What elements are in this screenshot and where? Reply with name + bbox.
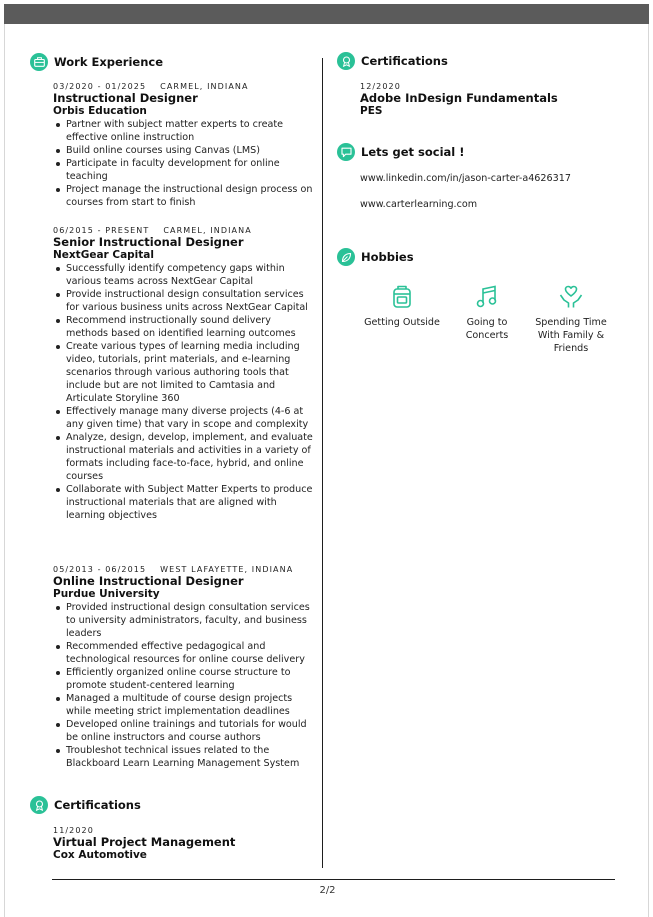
linkedin-link[interactable]: www.linkedin.com/in/jason-carter-a4626317: [360, 173, 571, 184]
award-icon: [337, 52, 355, 70]
section-title: Certifications: [54, 798, 141, 812]
certifications-header: [30, 796, 141, 814]
certification-date: 11/2020: [53, 826, 94, 835]
list-item: Troubleshot technical issues related to the Blackboard Learn Learning Management System: [53, 744, 313, 770]
section-title: Certifications: [361, 54, 448, 68]
music-note-icon: [455, 284, 519, 310]
list-item: Managed a multitude of course design projects while meeting strict implementation deadlines: [53, 692, 313, 718]
list-item: Project manage the instructional design process on courses from start to finish: [53, 183, 313, 209]
job-bullets: [53, 118, 313, 209]
job-entry: [53, 81, 313, 209]
section-title: Lets get social !: [361, 145, 465, 159]
certifications-header: [337, 52, 448, 70]
job-organization: Orbis Education: [53, 105, 147, 117]
leaf-icon: [337, 248, 355, 266]
list-item: Efficiently organized online course structure to promote student-centered learning: [53, 666, 313, 692]
list-item: Provide instructional design consultation services for various business units across NextGear Capital: [53, 288, 313, 314]
list-item: Collaborate with Subject Matter Experts to produce instructional materials that are aligned with learning objectives: [53, 483, 313, 522]
section-title: Hobbies: [361, 250, 414, 264]
certification-issuer: PES: [360, 105, 383, 117]
hobby-item: [530, 284, 612, 355]
job-dates: 03/2020 - 01/2025: [53, 82, 147, 91]
hobby-item: [357, 284, 447, 329]
list-item: Recommend instructionally sound delivery methods based on identified learning outcomes: [53, 314, 313, 340]
job-role: Instructional Designer: [53, 91, 198, 105]
hands-heart-icon: [530, 284, 612, 310]
job-entry: [53, 225, 313, 522]
job-dates: 05/2013 - 06/2015: [53, 565, 147, 574]
page-number: 2/2: [319, 885, 336, 896]
briefcase-icon: [30, 53, 48, 71]
hobby-label: Going to Concerts: [465, 317, 509, 341]
work-experience-header: [30, 53, 163, 71]
award-icon: [30, 796, 48, 814]
certification-entry: [53, 825, 313, 862]
list-item: Recommended effective pedagogical and technological resources for online course delivery: [53, 640, 313, 666]
hobby-item: [455, 284, 519, 342]
list-item: Developed online trainings and tutorials for would be online instructors and course authors: [53, 718, 313, 744]
job-location: CARMEL, INDIANA: [163, 226, 252, 235]
job-organization: NextGear Capital: [53, 249, 154, 261]
hobbies-header: [337, 248, 414, 266]
certification-issuer: Cox Automotive: [53, 849, 147, 861]
certification-name: Virtual Project Management: [53, 835, 236, 849]
social-header: [337, 143, 464, 161]
list-item: Effectively manage many diverse projects (4-6 at any given time) that vary in scope and complexity: [53, 405, 313, 431]
chat-icon: [337, 143, 355, 161]
list-item: Participate in faculty development for online teaching: [53, 157, 313, 183]
job-dates: 06/2015 - PRESENT: [53, 226, 150, 235]
section-title: Work Experience: [54, 55, 164, 69]
page-border-left: [4, 24, 5, 917]
list-item: Successfully identify competency gaps within various teams across NextGear Capital: [53, 262, 313, 288]
column-divider: [322, 58, 323, 868]
hobby-label: Getting Outside: [364, 317, 440, 328]
website-link[interactable]: www.carterlearning.com: [360, 199, 478, 210]
footer-rule: [52, 879, 615, 880]
top-bar: [4, 4, 649, 24]
job-role: Senior Instructional Designer: [53, 235, 244, 249]
certification-date: 12/2020: [360, 82, 401, 91]
list-item: Build online courses using Canvas (LMS): [53, 144, 313, 157]
page-border-right: [648, 24, 649, 917]
job-organization: Purdue University: [53, 588, 160, 600]
job-bullets: [53, 262, 313, 522]
job-bullets: [53, 601, 313, 770]
job-role: Online Instructional Designer: [53, 574, 244, 588]
list-item: Analyze, design, develop, implement, and evaluate instructional materials and activities in a variety of formats including face-to-face, hybrid, and online courses: [53, 431, 313, 483]
hobby-label: Spending Time With Family & Friends: [535, 317, 607, 354]
list-item: Provided instructional design consultation services to university administrators, faculty, and business leaders: [53, 601, 313, 640]
certification-name: Adobe InDesign Fundamentals: [360, 91, 558, 105]
certification-entry: [360, 81, 630, 118]
list-item: Partner with subject matter experts to create effective online instruction: [53, 118, 313, 144]
job-location: CARMEL, INDIANA: [160, 82, 249, 91]
list-item: Create various types of learning media including video, tutorials, print materials, and e-learning scenarios through various authoring tools that include but are not limited to Camtasia and Articulate Storyline 360: [53, 340, 313, 405]
job-location: WEST LAFAYETTE, INDIANA: [160, 565, 294, 574]
job-entry: [53, 564, 313, 770]
backpack-icon: [357, 284, 447, 310]
